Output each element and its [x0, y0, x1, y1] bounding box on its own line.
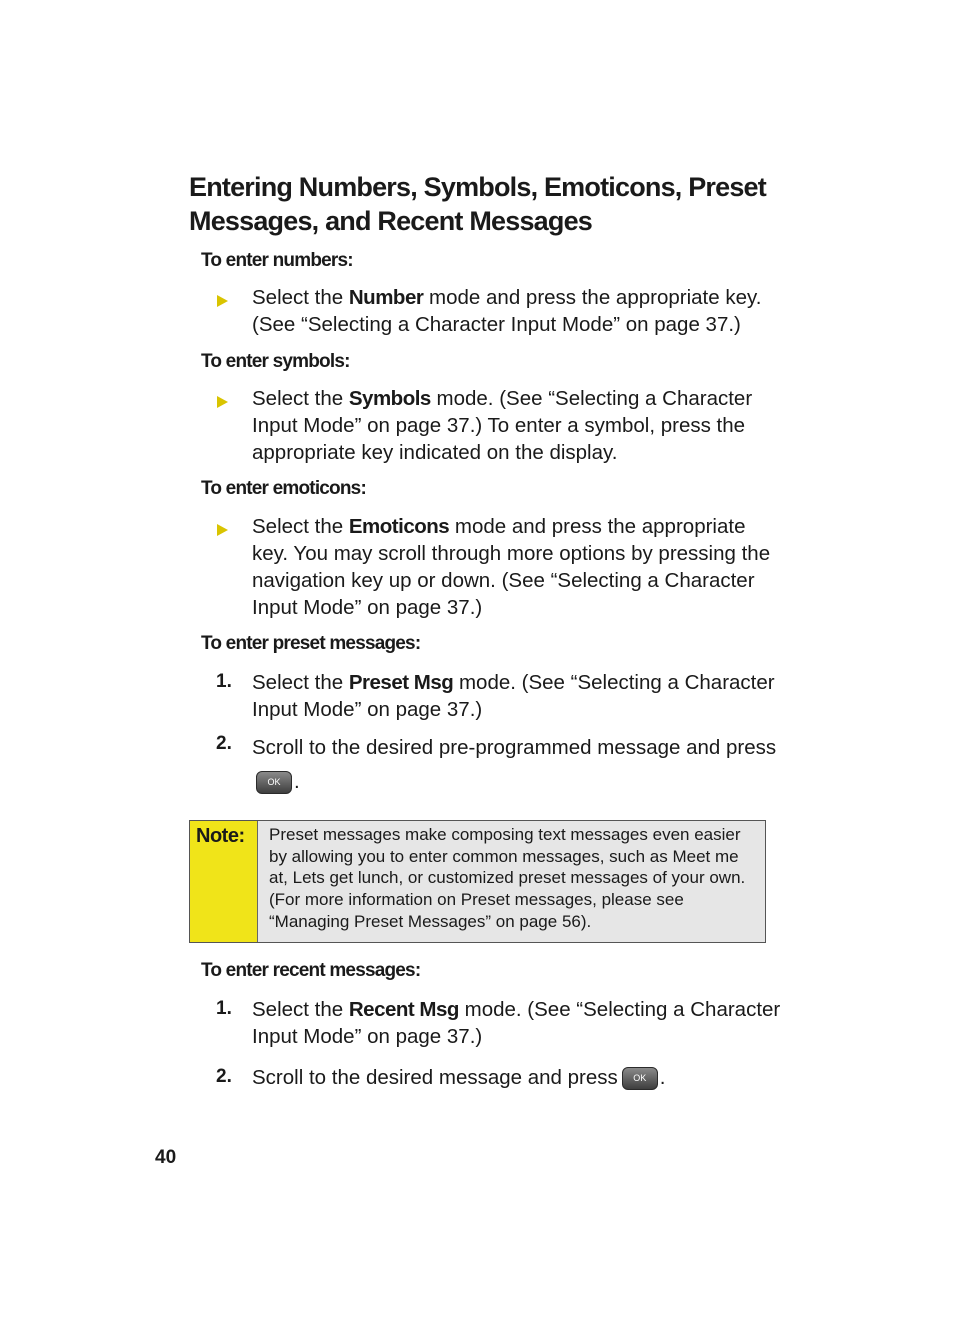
note-text: Preset messages make composing text messages even easier by allowing you to enter common messages, such as Meet me at, Lets get lunch, or customized preset messages of your own. (For more information on Preset messages, please see “Managing Preset Messages” on page 56). — [269, 825, 746, 931]
list-item: Select the Preset Msg mode. (See “Selecting a Character Input Mode” on page 37.) — [252, 671, 775, 721]
heading-symbols: To enter symbols: — [201, 351, 350, 372]
bullet-arrow-icon — [217, 396, 228, 408]
step-number: 2. — [216, 1066, 232, 1087]
list-item: Scroll to the desired message and press OK . — [252, 1066, 666, 1089]
heading-recent-messages: To enter recent messages: — [201, 960, 421, 981]
step-number: 1. — [216, 998, 232, 1019]
ok-key-icon: OK — [622, 1067, 658, 1090]
page-number: 40 — [155, 1147, 177, 1168]
list-item: Select the Emoticons mode and press the appropriate key. You may scroll through more options by pressing the navigation key up or down. (See “Selecting a Character Input Mode” on page 37.) — [252, 515, 771, 619]
list-item: Select the Symbols mode. (See “Selecting a Character Input Mode” on page 37.) To enter a symbol, press the appropriate key indicated on the display. — [252, 387, 753, 464]
bullet-arrow-icon — [217, 295, 228, 307]
step-number: 1. — [216, 671, 232, 692]
list-item: Select the Recent Msg mode. (See “Selecting a Character Input Mode” on page 37.) — [252, 998, 781, 1048]
note-label: Note: — [190, 821, 258, 942]
step-number: 2. — [216, 733, 232, 754]
list-item: Scroll to the desired pre-programmed message and pressOK . — [252, 736, 777, 793]
page-title: Entering Numbers, Symbols, Emoticons, Preset Messages, and Recent Messages — [189, 172, 766, 236]
bullet-arrow-icon — [217, 524, 228, 536]
heading-emoticons: To enter emoticons: — [201, 478, 366, 499]
heading-numbers: To enter numbers: — [201, 250, 353, 271]
heading-preset-messages: To enter preset messages: — [201, 633, 421, 654]
note-box — [189, 820, 766, 943]
ok-key-icon: OK — [256, 771, 292, 794]
list-item: Select the Number mode and press the appropriate key. (See “Selecting a Character Input Mode” on page 37.) — [252, 286, 762, 336]
